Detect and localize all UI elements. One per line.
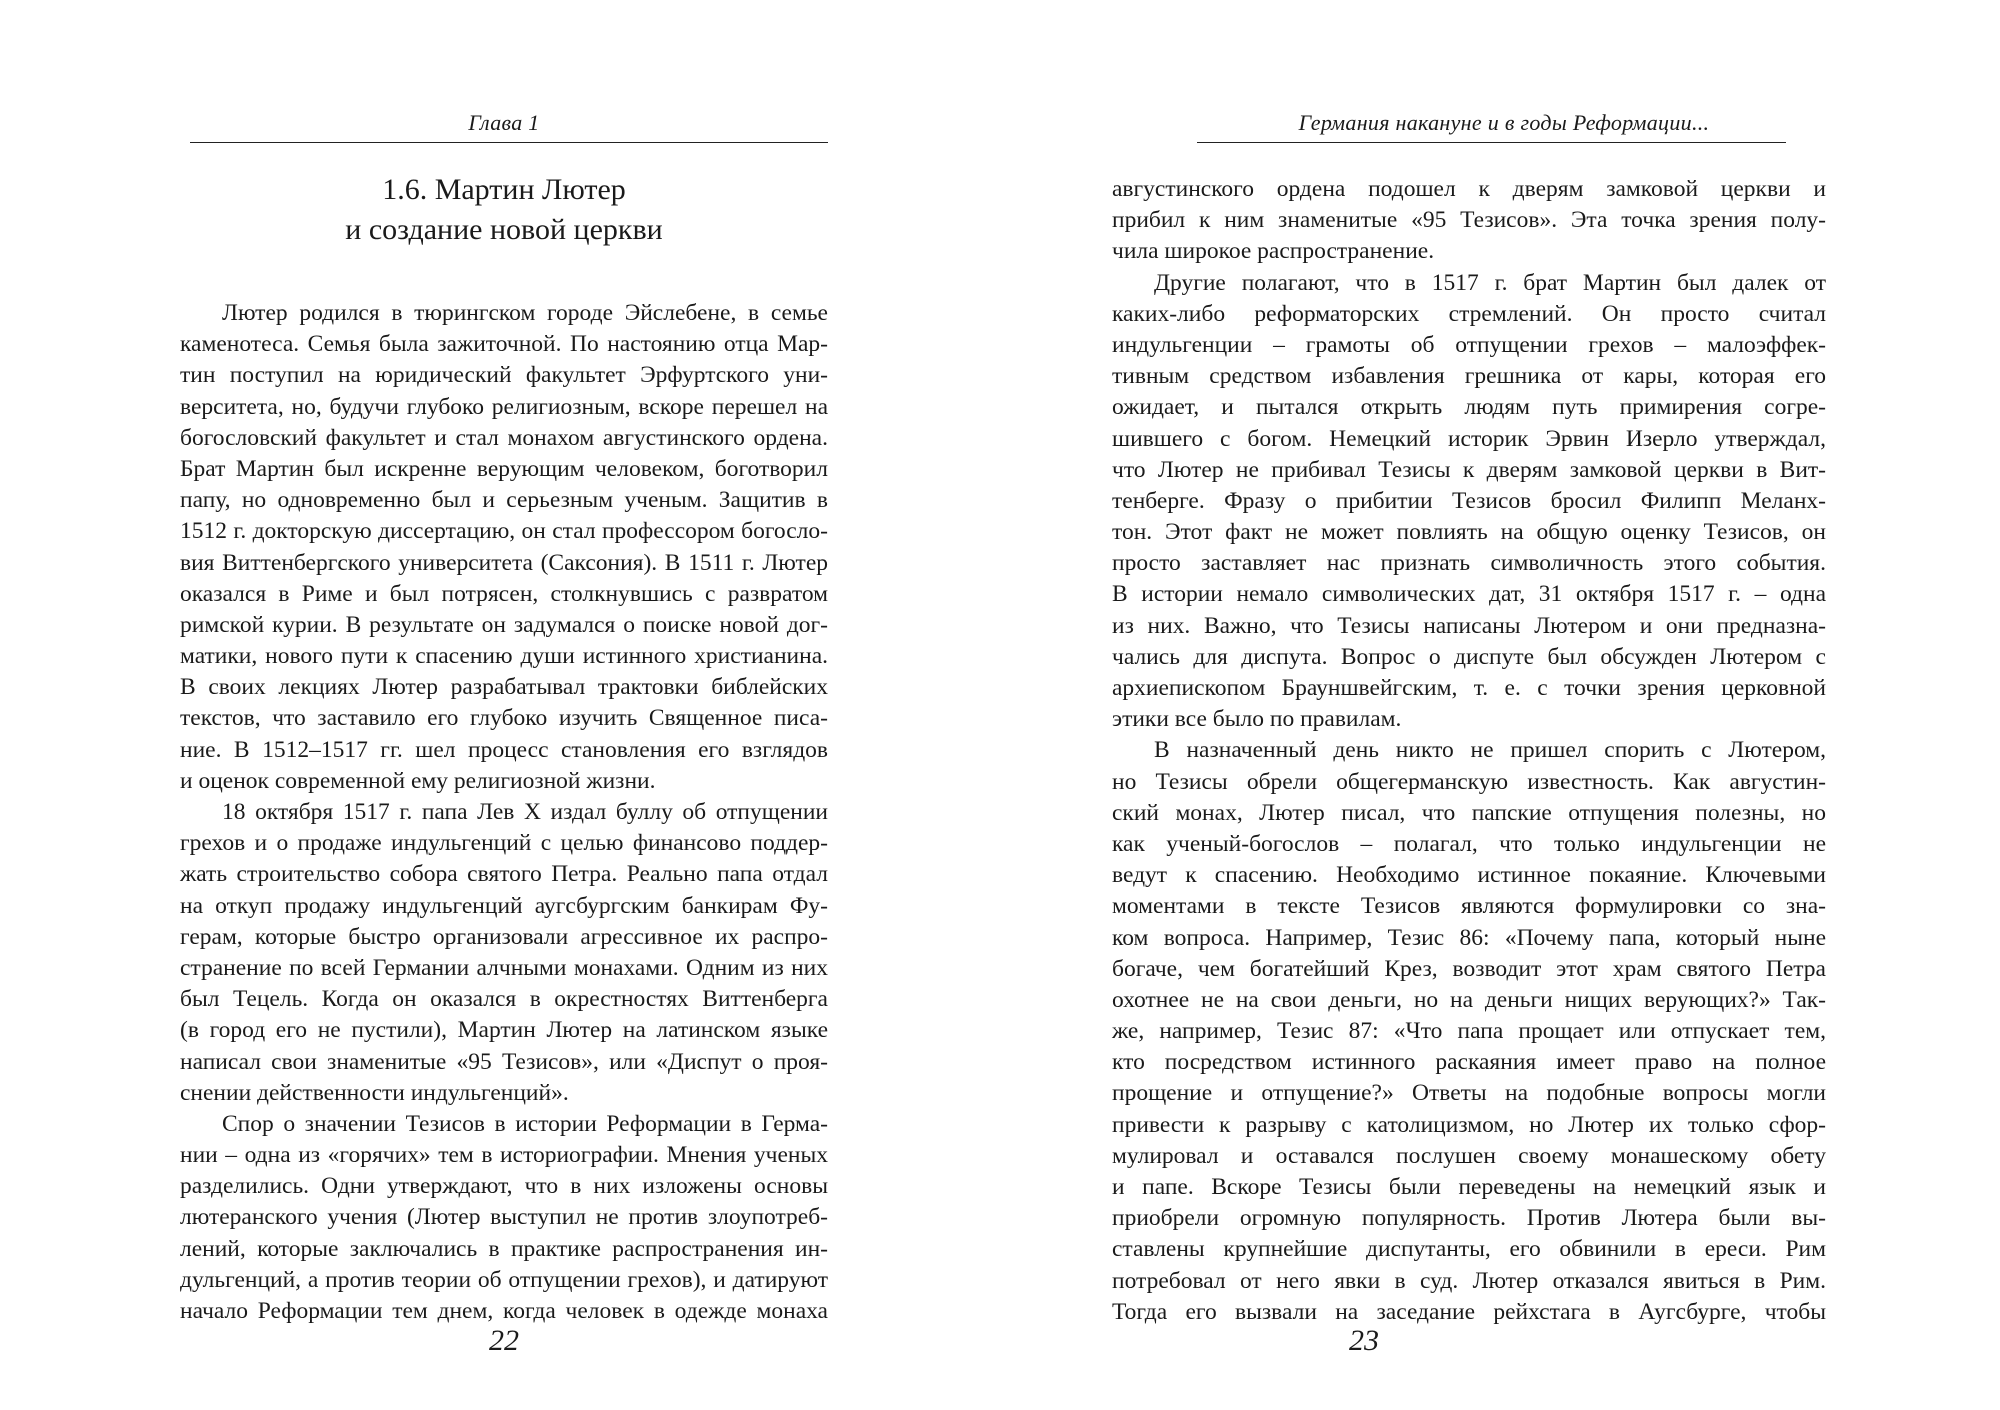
- text-line: ведут к спасению. Необходимо истинное покаяние. Ключевыми: [1112, 862, 1826, 889]
- text-line: каких-либо реформаторских стремлений. Он просто считал: [1112, 300, 1826, 327]
- text-line: Тогда его вызвали на заседание рейхстага в Аугсбурге, чтобы: [1112, 1298, 1826, 1325]
- text-line: ние. В 1512–1517 гг. шел процесс становления его взглядов: [180, 736, 828, 763]
- text-line: разделились. Одни утверждают, что в них изложены основы: [180, 1173, 828, 1200]
- text-line: чила широкое распространение.: [1112, 238, 1435, 265]
- text-line: индульгенции – грамоты об отпущении грехов – малоэффек-: [1112, 331, 1826, 358]
- text-line: лютеранского учения (Лютер выступил не против злоупотреб-: [180, 1204, 828, 1231]
- text-line: 18 октября 1517 г. папа Лев X издал буллу об отпущении: [222, 799, 828, 825]
- text-line: странение по всей Германии алчными монахами. Одним из них: [180, 954, 828, 981]
- text-line: прощение и отпущение?» Ответы на подобные вопросы могли: [1112, 1080, 1826, 1107]
- text-line: мулировал и оставался послушен своему монашескому обету: [1112, 1142, 1826, 1169]
- running-head-left: Глава 1: [468, 110, 540, 135]
- text-line: ожидает, и пытался открыть людям путь примирения согре-: [1112, 394, 1826, 421]
- text-line: Другие полагают, что в 1517 г. брат Мартин был далек от: [1154, 269, 1826, 296]
- text-line: В назначенный день никто не пришел спорить с Лютером,: [1154, 737, 1826, 764]
- text-line: приобрели огромную популярность. Против Лютера были вы-: [1112, 1205, 1826, 1232]
- text-line: тон. Этот факт не может повлиять на общую оценку Тезисов, он: [1112, 519, 1826, 546]
- text-line: 1512 г. докторскую диссертацию, он стал профессором богосло-: [180, 518, 828, 545]
- text-line: богаче, чем богатейший Крез, возводит этот храм святого Петра: [1112, 955, 1826, 982]
- section-title-line-2: и создание новой церкви: [345, 213, 663, 246]
- text-line: как ученый-богослов – полагал, что только индульгенции не: [1112, 830, 1826, 857]
- text-line: кто посредством истинного раскаяния имеет право на полное: [1112, 1049, 1826, 1076]
- text-line: начало Реформации тем днем, когда человек в одежде монаха: [180, 1298, 828, 1324]
- text-line: августинского ордена подошел к дверям замковой церкви и: [1112, 176, 1826, 202]
- left-page: [180, 0, 828, 1410]
- text-line: потребовал от него явки в суд. Лютер отказался явиться в Рим.: [1112, 1267, 1826, 1294]
- text-line: Спор о значении Тезисов в истории Реформации в Герма-: [222, 1110, 828, 1137]
- text-line: каменотеса. Семья была зажиточной. По настоянию отца Мар-: [180, 331, 828, 358]
- text-line: нии – одна из «горячих» тем в историографии. Мнения ученых: [180, 1142, 828, 1169]
- text-line: оказался в Риме и был потрясен, столкнувшись с развратом: [180, 580, 828, 607]
- text-line: был Тецель. Когда он оказался в окрестностях Виттенберга: [180, 986, 828, 1013]
- section-title-line-1: 1.6. Мартин Лютер: [382, 173, 626, 206]
- header-rule-right: [1197, 142, 1786, 143]
- text-line: на откуп продажу индульгенций аугсбургским банкирам Фу-: [180, 892, 828, 919]
- header-rule-left: [190, 142, 828, 143]
- text-line: ком вопроса. Например, Тезис 86: «Почему папа, который ныне: [1112, 924, 1826, 951]
- text-line: В своих лекциях Лютер разрабатывал трактовки библейских: [180, 674, 828, 701]
- text-line: чались для диспута. Вопрос о диспуте был обсужден Лютером с: [1112, 643, 1826, 670]
- text-line: дульгенций, а против теории об отпущении грехов), и датируют: [180, 1266, 828, 1293]
- text-line: вия Виттенбергского университета (Саксония). В 1511 г. Лютер: [180, 549, 828, 576]
- text-line: привести к разрыву с католицизмом, но Лютер их только сфор-: [1112, 1111, 1826, 1138]
- text-line: грехов и о продаже индульгенций с целью финансово поддер-: [180, 830, 828, 857]
- text-line: лений, которые заключались в практике распространения ин-: [180, 1235, 828, 1262]
- text-line: снении действенности индульгенций».: [180, 1079, 569, 1106]
- text-line: же, например, Тезис 87: «Что папа прощает или отпускает тем,: [1112, 1018, 1826, 1045]
- text-line: матики, нового пути к спасению души истинного христианина.: [180, 643, 828, 670]
- text-line: что Лютер не прибивал Тезисы к дверям замковой церкви в Вит-: [1112, 456, 1826, 483]
- text-line: текстов, что заставило его глубоко изучить Священное писа-: [180, 705, 828, 732]
- page-number-left: 22: [489, 1324, 519, 1357]
- page-number-right: 23: [1349, 1324, 1379, 1357]
- text-line: моментами в тексте Тезисов являются формулировки со зна-: [1112, 893, 1826, 920]
- text-line: папу, но одновременно был и серьезным ученым. Защитив в: [180, 487, 828, 514]
- text-line: этики все было по правилам.: [1112, 706, 1402, 733]
- text-line: ставлены крупнейшие диспутанты, его обвинили в ереси. Рим: [1112, 1236, 1826, 1263]
- text-line: жать строительство собора святого Петра. Реально папа отдал: [180, 861, 828, 888]
- text-line: архиепископом Брауншвейгским, т. е. с точки зрения церковной: [1112, 675, 1826, 701]
- left-body-text: [180, 298, 828, 1327]
- text-line: тенберге. Фразу о прибитии Тезисов бросил Филипп Меланх-: [1112, 487, 1826, 514]
- text-line: герам, которые быстро организовали агрессивное их распро-: [180, 923, 828, 950]
- text-line: римской курии. В результате он задумался о поиске новой дог-: [180, 611, 828, 638]
- right-page: [1112, 0, 1826, 1410]
- text-line: из них. Важно, что Тезисы написаны Лютером и они предназна-: [1112, 612, 1826, 639]
- text-line: Лютер родился в тюрингском городе Эйслебене, в семье: [222, 300, 828, 326]
- text-line: просто заставляет нас признать символичность этого события.: [1112, 550, 1826, 577]
- text-line: тин поступил на юридический факультет Эрфуртского уни-: [180, 362, 828, 389]
- text-line: и оценок современной ему религиозной жизни.: [180, 767, 656, 794]
- right-body-text: [1112, 174, 1826, 1328]
- text-line: тивным средством избавления грешника от кары, которая его: [1112, 363, 1826, 390]
- text-line: Брат Мартин был искренне верующим человеком, боготворил: [180, 455, 828, 482]
- text-line: верситета, но, будучи глубоко религиозным, вскоре перешел на: [180, 393, 828, 420]
- text-line: богословский факультет и стал монахом августинского ордена.: [180, 424, 828, 451]
- text-line: В истории немало символических дат, 31 октября 1517 г. – одна: [1112, 581, 1826, 608]
- text-line: но Тезисы обрели общегерманскую известность. Как августин-: [1112, 768, 1826, 795]
- text-line: прибил к ним знаменитые «95 Тезисов». Эта точка зрения полу-: [1112, 207, 1826, 234]
- text-line: ский монах, Лютер писал, что папские отпущения полезны, но: [1112, 799, 1826, 826]
- text-line: и папе. Вскоре Тезисы были переведены на немецкий язык и: [1112, 1174, 1826, 1200]
- text-line: шившего с богом. Немецкий историк Эрвин Изерло утверждал,: [1112, 425, 1826, 452]
- text-line: написал свои знаменитые «95 Тезисов», или «Диспут о проя-: [180, 1048, 828, 1075]
- text-line: охотнее не на свои деньги, но на деньги нищих верующих?» Так-: [1112, 986, 1826, 1013]
- text-line: (в город его не пустили), Мартин Лютер на латинском языке: [180, 1017, 828, 1044]
- running-head-right: Германия накануне и в годы Реформации...: [1298, 110, 1710, 135]
- section-title: [180, 170, 828, 250]
